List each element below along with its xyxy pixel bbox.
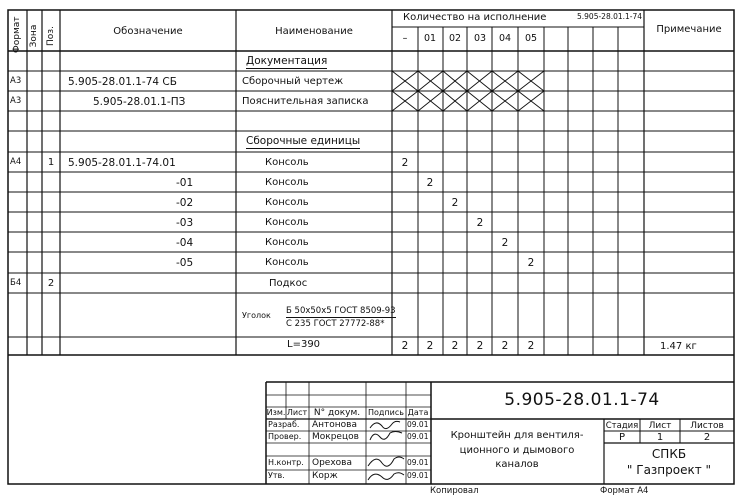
row-designation: -03 <box>176 217 194 229</box>
row-name: Консоль <box>265 237 309 248</box>
variant-header: 05 <box>524 33 538 44</box>
person-date: 09.01 <box>407 420 429 429</box>
person-role: Разраб. <box>268 420 300 429</box>
header-qty-doc: 5.905-28.01.1-74 <box>577 12 643 21</box>
length-row-note: 1.47 кг <box>660 341 697 352</box>
person-name: Мокрецов <box>312 432 359 442</box>
row-format: А3 <box>10 96 22 106</box>
row-designation: 5.905-28.01.1-74 СБ <box>68 76 177 88</box>
row-format: А4 <box>10 157 22 167</box>
variant-header: 02 <box>448 33 462 44</box>
title-line2: ционного и дымового <box>459 445 575 456</box>
ugolok-line1: Б 50х50х5 ГОСТ 8509-93 <box>286 306 396 316</box>
row-designation: -05 <box>176 257 194 269</box>
row-name: Консоль <box>265 157 309 168</box>
title-block-col: Подпись <box>368 408 404 417</box>
title-block-col: Дата <box>407 408 429 417</box>
header-zone: Зона <box>29 24 39 48</box>
row-name: Консоль <box>265 177 309 188</box>
length-qty: 2 <box>451 340 459 352</box>
doc-number: 5.905-28.01.1-74 <box>504 390 660 410</box>
person-name: Орехова <box>312 458 352 468</box>
row-name: Пояснительная записка <box>242 96 369 107</box>
row-name: Консоль <box>265 257 309 268</box>
header-qty-title: Количество на исполнение <box>403 12 547 23</box>
section-heading: Документация <box>246 55 328 67</box>
length-qty: 2 <box>501 340 509 352</box>
row-name: Сборочный чертеж <box>242 76 344 87</box>
person-date: 09.01 <box>407 458 429 467</box>
row-qty: 2 <box>501 237 509 249</box>
sheets-value: 2 <box>703 432 711 443</box>
row-designation: 5.905-28.01.1-ПЗ <box>93 96 186 108</box>
row-designation: -01 <box>176 177 194 189</box>
stage-value: Р <box>618 432 626 443</box>
length-qty: 2 <box>527 340 535 352</box>
header-format: Формат <box>12 16 22 53</box>
signatures <box>368 421 404 480</box>
header-name: Наименование <box>275 26 353 37</box>
row-designation: 5.905-28.01.1-74.01 <box>68 157 176 169</box>
person-role: Н.контр. <box>268 458 304 467</box>
row-name: Консоль <box>265 197 309 208</box>
row-designation: -04 <box>176 237 194 249</box>
title-line3: каналов <box>495 459 539 470</box>
variant-header: 03 <box>473 33 487 44</box>
row-name: Консоль <box>265 217 309 228</box>
variant-header: 01 <box>423 33 437 44</box>
title-block-col: Изм. <box>266 408 286 417</box>
ugolok-line2: С 235 ГОСТ 27772-88* <box>286 319 385 329</box>
row-qty: 2 <box>401 157 409 169</box>
variant-header: – <box>402 33 408 44</box>
org-line1: СПКБ <box>651 447 687 461</box>
row-format: Б4 <box>10 278 22 288</box>
length-row-name: L=390 <box>287 339 321 350</box>
person-name: Антонова <box>312 420 357 430</box>
person-date: 09.01 <box>407 432 429 441</box>
length-qty: 2 <box>476 340 484 352</box>
header-designation: Обозначение <box>113 26 183 37</box>
sheet-label: Лист <box>648 421 672 431</box>
sheets-label: Листов <box>690 421 724 431</box>
length-qty: 2 <box>401 340 409 352</box>
org-line2: " Газпроект " <box>626 463 712 477</box>
title-block-col: N° докум. <box>313 408 361 418</box>
row-name: Подкос <box>269 278 308 289</box>
stage-label: Стадия <box>605 421 639 431</box>
header-pos: Поз. <box>46 26 56 46</box>
row-qty: 2 <box>476 217 484 229</box>
footer-copied: Копировал <box>430 486 479 496</box>
ugolok-label: Уголок <box>242 311 271 320</box>
length-qty: 2 <box>426 340 434 352</box>
row-qty: 2 <box>527 257 535 269</box>
footer-format: Формат А4 <box>600 486 649 496</box>
person-name: Корж <box>312 471 338 481</box>
title-block-col: Лист <box>286 408 308 417</box>
person-role: Провер. <box>268 432 302 441</box>
header-note: Примечание <box>656 24 722 35</box>
row-format: А3 <box>10 76 22 86</box>
row-pos: 1 <box>47 157 55 168</box>
row-designation: -02 <box>176 197 194 209</box>
section-heading: Сборочные единицы <box>246 135 361 147</box>
variant-header: 04 <box>498 33 512 44</box>
person-role: Утв. <box>268 471 285 480</box>
row-qty: 2 <box>426 177 434 189</box>
row-pos: 2 <box>47 278 55 289</box>
row-qty: 2 <box>451 197 459 209</box>
title-line1: Кронштейн для вентиля- <box>450 430 584 441</box>
person-date: 09.01 <box>407 471 429 480</box>
sheet-value: 1 <box>656 432 664 443</box>
